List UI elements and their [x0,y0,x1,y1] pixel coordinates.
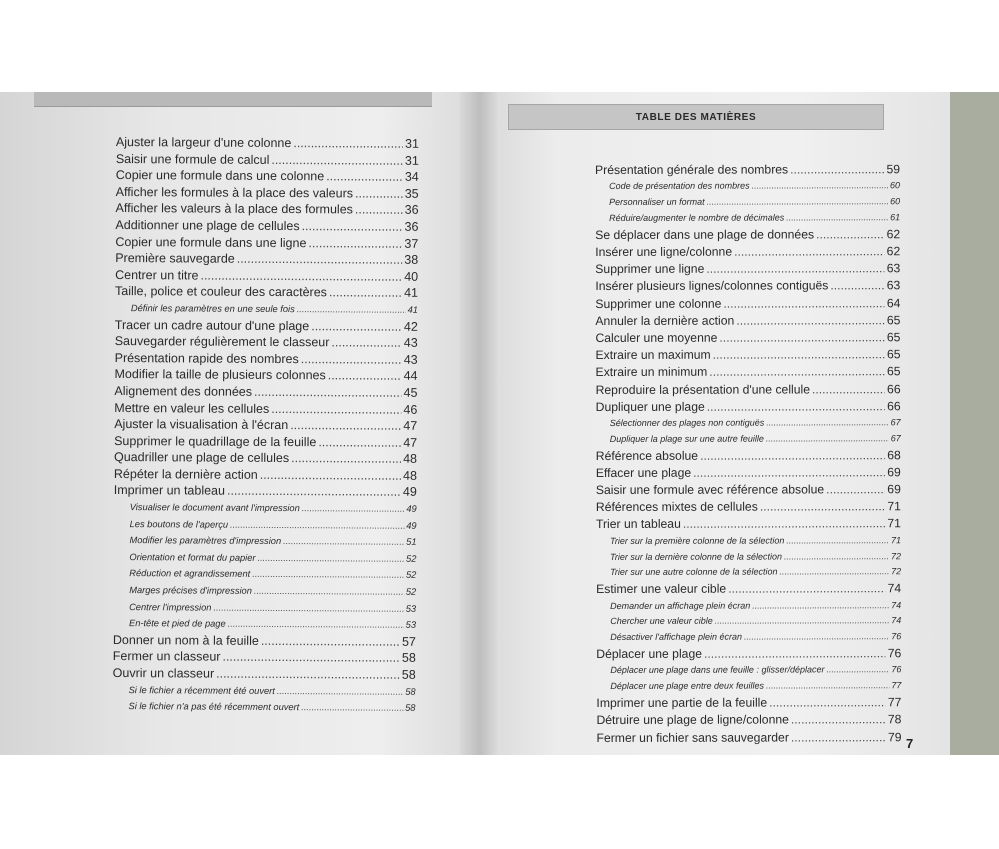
toc-subentry [113,599,416,617]
toc-leader-dots [257,550,404,567]
toc-entry-title: Effacer une plage [595,465,692,480]
toc-entry [114,466,417,484]
open-book [0,92,999,755]
toc-leader-dots [329,285,402,302]
toc-leader-dots [328,368,402,385]
toc-entry-title: Ajuster la visualisation à l'écran [114,417,289,433]
toc-entry [116,184,419,202]
toc-leader-dots [277,683,404,700]
toc-entry-title: Marges précises d'impression [129,585,252,596]
toc-subentry [114,516,417,534]
toc-entry-title: Imprimer un tableau [113,483,226,499]
toc-entry [115,200,418,218]
toc-entry [596,447,901,465]
toc-entry-page: 53 [405,603,417,614]
toc-entry [115,267,418,285]
toc-entry [114,433,417,451]
toc-leader-dots [707,398,885,416]
toc-entry-title: Afficher les valeurs à la place des formules [115,201,353,217]
toc-entry-page: 65 [886,312,901,328]
toc-leader-dots [283,533,404,550]
toc-leader-dots [230,516,404,534]
toc-entry-page: 44 [403,369,418,384]
toc-entry-page: 72 [891,550,902,561]
toc-leader-dots [766,678,889,694]
toc-entry-page: 47 [403,435,418,450]
toc-entry-page: 34 [404,169,419,185]
toc-leader-dots [784,549,889,565]
toc-entry-title: Code de présentation des nombres [609,180,750,192]
toc-entry-page: 31 [404,153,419,168]
toc-entry-page: 61 [890,212,901,223]
toc-entry [595,260,900,278]
toc-leader-dots [791,729,886,746]
toc-entry [596,498,901,516]
toc-entry [596,481,901,499]
toc-leader-dots [260,467,401,484]
toc-leader-dots [297,301,406,318]
toc-subentry [596,533,901,550]
toc-subentry [115,300,418,318]
toc-entry-page: 65 [886,347,901,362]
toc-entry-title: Alignement des données [114,383,253,399]
toc-entry-title: En-tête et pied de page [128,618,226,629]
toc-entry-title: Reproduire la présentation d'une cellule [595,381,811,397]
toc-entry [115,234,418,252]
toc-entry-title: Quadriller une plage de cellules [113,450,290,466]
toc-entry-page: 35 [404,186,419,201]
toc-entry-page: 49 [406,503,417,514]
toc-leader-dots [736,312,885,330]
toc-leader-dots [308,235,402,252]
toc-entry-title: Trier sur la dernière colonne de la sélection [610,551,782,562]
toc-entry-page: 52 [405,570,417,581]
toc-entry-page: 65 [886,364,901,379]
toc-entry-title: Trier sur une autre colonne de la sélection [610,566,778,578]
toc-subentry [113,582,416,600]
toc-entry-title: Si le fichier a récemment été ouvert [128,684,275,696]
toc-leader-dots [812,381,885,398]
toc-entry [596,729,901,747]
toc-entry-title: Se déplacer dans une plage de données [595,227,815,242]
toc-leader-dots [261,633,400,650]
toc-entry-page: 53 [405,619,417,631]
toc-entry [114,399,417,417]
toc-entry-title: Détruire une plage de ligne/colonne [596,712,789,728]
toc-entry [113,632,416,650]
toc-entry-title: Ajuster la largeur d'une colonne [115,134,292,151]
toc-leader-dots [700,447,885,465]
toc-entry-page: 52 [405,586,417,597]
toc-leader-dots [760,499,886,517]
toc-entry-page: 45 [403,385,418,400]
toc-leader-dots [723,295,884,313]
toc-entry-title: Donner un nom à la feuille [112,632,259,648]
toc-entry-page: 36 [404,203,419,218]
toc-entry [595,161,900,179]
toc-entry [596,516,901,534]
toc-entry [596,694,901,712]
toc-entry-page: 48 [402,468,417,483]
toc-entry-title: Modifier les paramètres d'impression [129,535,282,547]
toc-leader-dots [331,334,401,351]
toc-entry-title: Insérer une ligne/colonne [595,244,733,260]
toc-entry-title: Désactiver l'affichage plein écran [610,631,743,643]
toc-entry-page: 40 [404,269,419,284]
toc-entry-page: 74 [891,599,902,610]
toc-entry [114,366,417,384]
toc-entry [114,449,417,467]
toc-subentry [595,210,900,227]
toc-leader-dots [291,450,401,467]
toc-entry-title: Copier une formule dans une ligne [115,234,307,250]
toc-entry-page: 71 [887,516,901,531]
toc-entry-page: 38 [404,252,419,268]
toc-entry-page: 72 [891,566,902,577]
toc-leader-dots [769,694,886,712]
toc-leader-dots [227,483,401,501]
toc-entry-page: 76 [891,664,902,675]
toc-leader-dots [744,630,889,646]
toc-entry-page: 49 [402,485,417,500]
toc-entry-page: 48 [403,452,418,467]
toc-entry-title: Modifier la taille de plusieurs colonnes [114,367,326,383]
toc-entry-title: Visualiser le document avant l'impression [129,502,300,514]
toc-leader-dots [715,614,889,630]
toc-leader-dots [683,516,886,534]
toc-subentry [112,698,415,716]
toc-entry-title: Centrer l'impression [129,601,212,613]
toc-entry-page: 65 [886,330,901,345]
toc-subentry [596,663,901,680]
toc-subentry [596,415,901,432]
toc-leader-dots [301,699,403,716]
toc-entry-page: 36 [404,219,419,234]
toc-subentry [595,178,900,195]
toc-leader-dots [693,464,885,482]
toc-entry-title: Présentation générale des nombres [595,162,789,177]
toc-entry-page: 41 [407,304,418,315]
toc-entry-title: Additionner une plage de cellules [115,217,300,234]
toc-leader-dots [318,434,401,451]
toc-entry-page: 57 [401,634,416,649]
background-bottom [0,755,999,849]
toc-subentry [113,532,416,550]
toc-leader-dots [228,616,404,634]
toc-leader-dots [302,500,405,517]
toc-entry-page: 52 [406,553,417,564]
toc-entry-title: Sélectionner des plages non contiguës [609,417,765,428]
right-header-bar [508,104,884,130]
toc-entry-page: 60 [890,180,901,191]
toc-leader-dots [237,251,403,269]
toc-entry-page: 77 [887,695,902,710]
toc-entry [596,364,901,382]
toc-entry-title: Dupliquer la plage sur une autre feuille [609,433,764,444]
toc-leader-dots [271,400,401,417]
toc-leader-dots [728,581,885,599]
toc-leader-dots [252,566,404,584]
toc-entry-page: 69 [887,482,901,497]
toc-entry [595,278,900,296]
toc-entry-title: Références mixtes de cellules [595,499,758,515]
toc-leader-dots [311,318,402,335]
toc-leader-dots [222,649,400,667]
toc-entry [116,151,419,169]
toc-leader-dots [254,583,404,601]
toc-entry-page: 47 [403,418,418,433]
toc-entry-title: Les boutons de l'aperçu [129,518,229,530]
toc-entry-page: 79 [887,729,902,744]
toc-entry-title: Saisir une formule de calcul [115,151,270,167]
toc-entry [115,333,418,351]
toc-leader-dots [200,267,402,285]
toc-entry-title: Première sauvegarde [115,251,235,266]
toc-subentry [596,614,901,631]
toc-subentry [596,629,901,646]
toc-entry-title: Sauvegarder régulièrement le classeur [114,334,330,350]
toc-entry-title: Annuler la dernière action [595,313,735,328]
toc-entry [114,416,417,434]
toc-entry-title: Extraire un minimum [595,365,708,380]
toc-entry [115,250,418,268]
background-top [0,0,999,92]
toc-entry-page: 41 [404,286,419,301]
toc-entry-page: 58 [401,667,416,682]
toc-entry-page: 63 [886,261,901,276]
toc-leader-dots [786,533,889,549]
toc-leader-dots [791,712,886,729]
toc-entry-title: Chercher une valeur cible [610,616,713,627]
toc-entry [596,464,901,482]
toc-entry [113,665,416,683]
toc-entry-title: Déplacer une plage [596,646,703,662]
toc-entry [595,312,900,330]
toc-entry [595,295,900,313]
toc-entry [115,217,418,235]
toc-entry-page: 69 [887,465,901,480]
toc-leader-dots [826,663,889,679]
toc-entry-page: 66 [887,381,901,396]
toc-entry-page: 68 [887,447,901,462]
toc-entry-page: 74 [891,615,902,626]
toc-entry-title: Imprimer une partie de la feuille [596,695,768,711]
toc-entry-title: Fermer un fichier sans sauvegarder [596,730,789,745]
toc-entry-page: 62 [886,244,901,259]
toc-leader-dots [752,598,889,614]
toc-entry-title: Calculer une moyenne [595,330,718,345]
toc-entry-page: 37 [404,236,419,251]
toc-entry-page: 62 [886,227,901,242]
toc-leader-dots [766,415,888,431]
toc-entry-title: Ouvrir un classeur [112,665,215,681]
toc-entry-title: Personnaliser un format [609,196,705,208]
toc-entry-title: Taille, police et couleur des caractères [114,284,327,300]
toc-entry-title: Insérer plusieurs lignes/colonnes contiguës [595,278,829,294]
toc-leader-dots [706,260,884,278]
toc-entry-page: 43 [403,335,418,350]
toc-entry-title: Afficher les formules à la place des valeurs [115,184,354,201]
page-number: 7 [906,736,914,751]
toc-entry-page: 51 [406,537,417,548]
left-header-bar [34,92,432,107]
toc-entry [115,283,418,301]
toc-subentry [596,678,901,695]
toc-subentry [596,549,901,566]
toc-leader-dots [790,161,884,178]
toc-leader-dots [355,202,403,219]
toc-entry-title: Trier sur la première colonne de la sélection [609,535,785,546]
toc-leader-dots [290,417,401,434]
toc-entry-page: 31 [404,136,419,151]
toc-entry-title: Mettre en valeur les cellules [114,400,270,416]
toc-entry-title: Si le fichier n'a pas été récemment ouvert [128,701,300,713]
toc-entry-page: 67 [890,417,901,428]
toc-entry-title: Trier un tableau [595,517,681,532]
toc-leader-dots [709,364,885,382]
toc-entry-page: 58 [401,651,416,666]
toc-entry-page: 71 [890,534,902,545]
toc-entry-page: 63 [886,278,901,293]
toc-entry [595,329,900,347]
toc-entry-title: Saisir une formule avec référence absolue [595,482,825,498]
toc-entry-page: 58 [405,686,416,697]
toc-leader-dots [826,481,885,498]
toc-entry-title: Centrer un titre [115,267,199,283]
toc-leader-dots [779,565,889,581]
toc-entry-title: Réduire/augmenter le nombre de décimales [609,212,785,223]
toc-entry-title: Dupliquer une plage [595,399,705,414]
toc-leader-dots [719,329,885,347]
toc-subentry [113,615,416,633]
toc-entry-title: Définir les paramètres en une seule fois [130,303,295,315]
toc-entry [115,317,418,335]
toc-entry [596,381,901,399]
toc-leader-dots [355,185,403,202]
toc-entry [596,645,901,663]
toc-entry [113,648,416,666]
toc-leader-dots [326,168,403,185]
toc-entry-page: 58 [405,702,416,714]
toc-right-list [595,161,902,746]
toc-entry [115,350,418,368]
toc-entry-title: Supprimer une colonne [595,296,722,311]
toc-leader-dots [830,278,884,295]
toc-leader-dots [816,226,885,243]
toc-entry [595,226,900,244]
toc-entry [595,346,900,364]
toc-entry-page: 76 [887,646,902,661]
toc-left-list [112,134,419,717]
toc-entry-title: Extraire un maximum [595,347,711,363]
toc-entry [116,134,419,152]
toc-entry-page: 59 [886,162,901,177]
toc-leader-dots [734,243,885,261]
toc-entry-title: Déplacer une plage dans une feuille : glisser/déplacer [610,664,825,676]
toc-entry-title: Supprimer le quadrillage de la feuille [114,433,317,449]
toc-entry-title: Déplacer une plage entre deux feuilles [610,680,764,692]
toc-entry [114,482,417,500]
toc-entry-page: 64 [886,295,901,310]
toc-entry-page: 77 [891,680,902,691]
toc-leader-dots [752,178,888,194]
toc-entry-title: Demander un affichage plein écran [610,600,751,611]
toc-leader-dots [713,346,885,364]
toc-entry-page: 42 [403,319,418,334]
toc-entry-title: Répéter la dernière action [113,466,258,482]
toc-entry [114,383,417,401]
toc-entry-title: Réduction et agrandissement [129,568,251,580]
toc-entry-page: 66 [887,398,901,413]
toc-leader-dots [254,384,402,401]
toc-entry [595,243,900,261]
toc-subentry [595,194,900,211]
toc-entry [596,712,901,730]
table-surface [950,92,999,755]
toc-leader-dots [302,218,403,235]
toc-leader-dots [301,351,402,368]
toc-subentry [596,598,901,615]
toc-leader-dots [766,431,889,447]
toc-title: TABLE DES MATIÈRES [635,111,757,123]
toc-subentry [113,682,416,700]
toc-subentry [113,565,416,583]
toc-entry-page: 67 [890,433,901,444]
toc-entry-page: 60 [890,196,901,207]
toc-entry-page: 71 [887,499,901,514]
toc-entry-page: 49 [406,520,417,531]
toc-leader-dots [707,194,888,210]
toc-entry [596,398,901,416]
book-gutter [460,92,500,755]
toc-entry-title: Supprimer une ligne [595,261,705,277]
toc-leader-dots [786,210,888,226]
toc-leader-dots [293,135,403,152]
toc-entry-title: Fermer un classeur [112,649,221,665]
toc-entry-page: 43 [403,352,418,367]
toc-entry-page: 74 [887,581,902,596]
toc-entry-title: Tracer un cadre autour d'une plage [114,317,310,333]
toc-leader-dots [213,599,403,617]
toc-subentry [596,431,901,448]
toc-leader-dots [704,645,886,663]
toc-subentry [113,549,416,567]
toc-subentry [114,499,417,517]
toc-subentry [596,565,901,582]
toc-leader-dots [271,152,403,169]
toc-entry [116,167,419,185]
toc-entry-title: Estimer une valeur cible [596,581,727,597]
toc-entry-title: Référence absolue [595,448,699,463]
toc-entry-title: Copier une formule dans une colonne [115,168,325,184]
toc-entry-title: Orientation et format du papier [129,551,256,563]
toc-leader-dots [216,666,400,684]
toc-entry-page: 76 [891,631,902,642]
toc-entry-title: Présentation rapide des nombres [114,350,299,366]
toc-entry-page: 46 [403,402,418,417]
toc-entry [596,581,901,599]
toc-entry-page: 78 [887,712,902,727]
